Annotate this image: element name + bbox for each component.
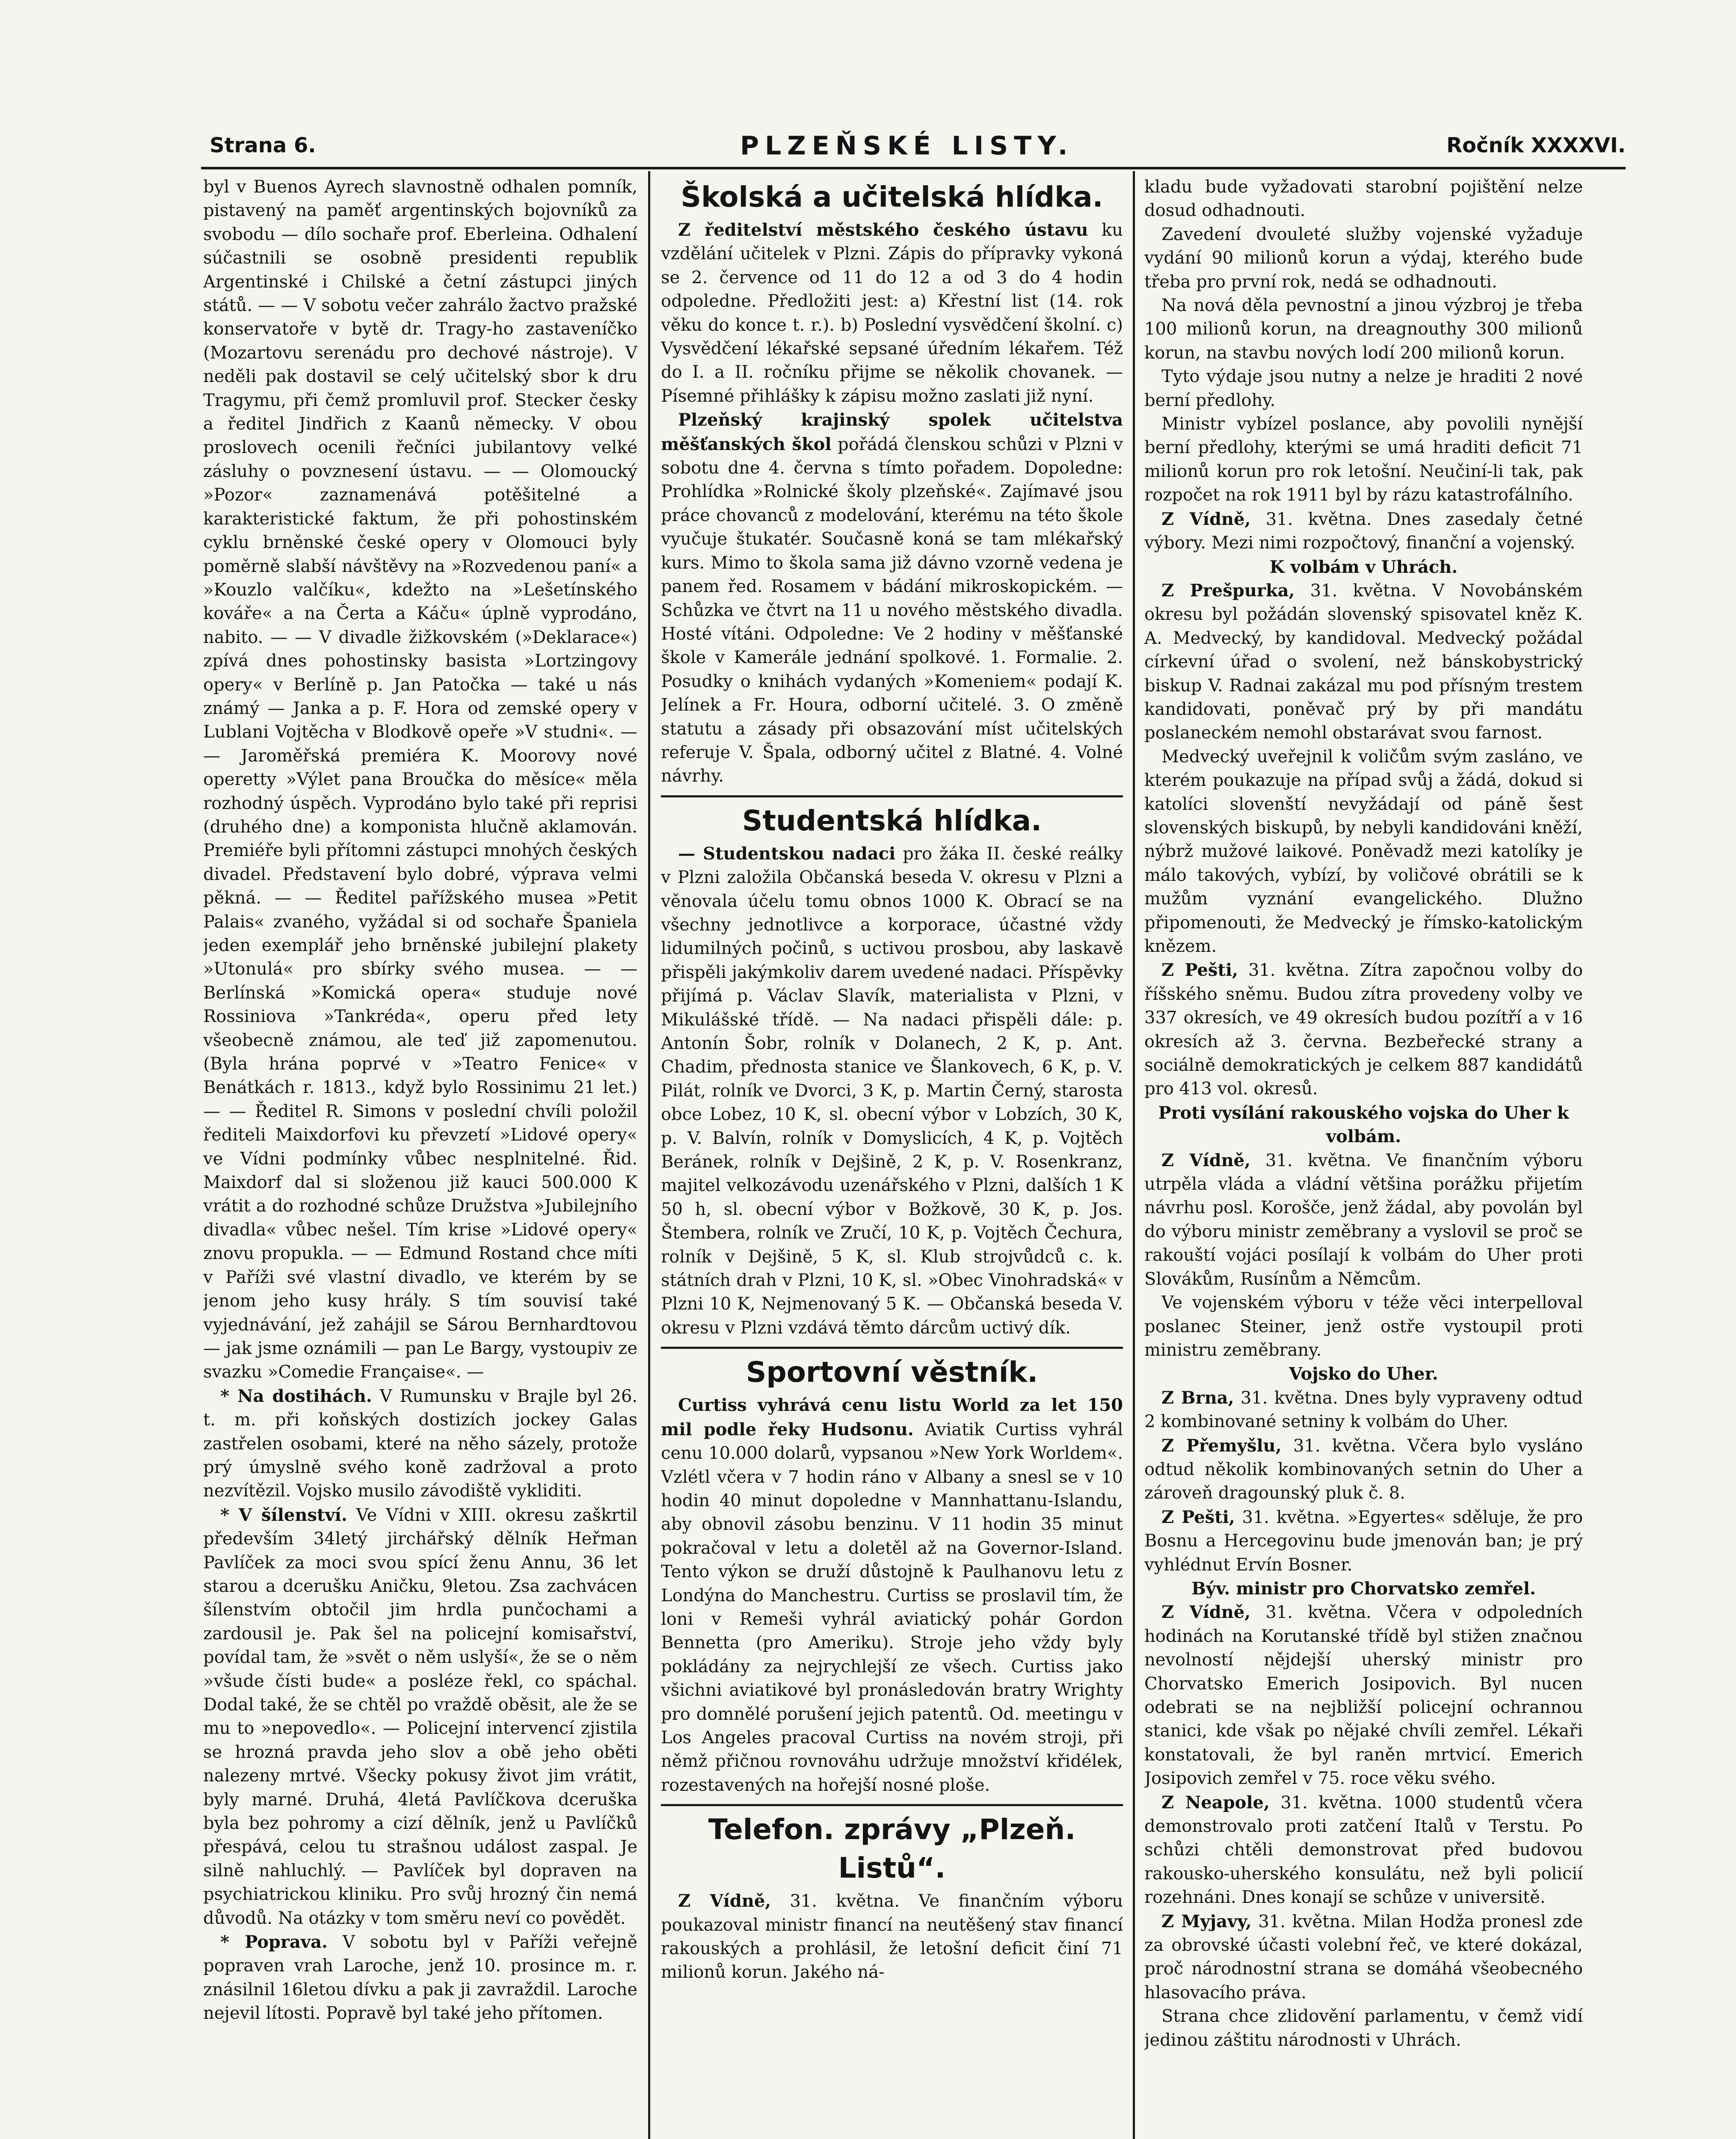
item-heading: — Studentskou nadaci	[678, 843, 896, 864]
item-text: V Rumunsku v Brajle byl 26. t. m. při koňských dostizích jockey Galas zastřelen osobami, které na něho sázely, protože prý úmyslně svého koně zadržoval a proto nezvítězil. Vojsko musilo závodiště vykliditi.	[203, 1386, 637, 1501]
item-text: 31. května. Dnes byly vypraveny odtud 2 kombinované setniny k volbám do Uher.	[1144, 1388, 1583, 1432]
item-text: 31. května. 1000 studentů včera demonstrovalo proti zatčení Italů v Terstu. Po schůzi chtěli demonstrovat před budovou rakousko-uherského konsulátu, než byli policií rozehnáni. Dnes konají se schůze v universitě.	[1144, 1792, 1583, 1908]
item-text: 31. května. Milan Hodža pronesl zde za obrovské účasti volební řeč, ve které dokázal, proč národnostní strana se domáhá všeobecného hlasovacího práva.	[1144, 1911, 1583, 2003]
item-heading: Z Pešti,	[1161, 960, 1238, 981]
section-heading: Školská a učitelská hlídka.	[681, 181, 1103, 213]
news-item: Tyto výdaje jsou nutny a nelze je hraditi 2 nové berní předlohy.	[1144, 367, 1583, 410]
subheading: Vojsko do Uher.	[1289, 1364, 1438, 1384]
item-heading: * Na dostihách.	[220, 1386, 372, 1406]
item-heading: Z Vídně,	[1161, 1602, 1251, 1623]
item-heading: Z Myjavy,	[1161, 1911, 1252, 1932]
page-number: Strana 6.	[210, 133, 316, 157]
section-rule	[661, 1347, 1123, 1349]
news-item	[203, 1503, 637, 1930]
news-item	[661, 408, 1123, 788]
item-heading: Z Pešti,	[1161, 1507, 1235, 1527]
section-heading: Sportovní věstník.	[746, 1356, 1038, 1389]
item-text: 31. května. Dnes zasedaly četné výbory. Mezi nimi rozpočtový, finanční a vojenský.	[1144, 509, 1583, 553]
news-item	[1144, 1434, 1583, 1505]
news-item	[1144, 1386, 1583, 1434]
news-item	[1144, 1600, 1583, 1790]
news-item	[1144, 1791, 1583, 1910]
column-divider	[648, 171, 650, 2139]
news-item: Ve vojenském výboru v téže věci interpelloval poslanec Steiner, jenž ostře vystoupil proti ministru zeměbrany.	[1144, 1293, 1583, 1360]
subheading: Proti vysílání rakouského vojska do Uher k volbám.	[1158, 1102, 1569, 1147]
item-text: 31. května. Včera v odpoledních hodinách na Korutanské třídě byl stižen značnou nevolností nějdejší uherský ministr pro Chorvatsko Emerich Josipovich. Byl nucen odebrati se na nejbližší policejní ochrannou stanici, kde však po nějaké chvíli zemřel. Lékaři konstatovali, že byl raněn mrtvicí. Emerich Josipovich zemřel v 75. roce věku svého.	[1144, 1603, 1583, 1789]
item-heading: Z ředitelství městského českého ústavu	[678, 220, 1088, 240]
culture-news: byl v Buenos Ayrech slavnostně odhalen pomník, pistavený na paměť argentinských bojovníků za svobodu — dílo sochaře prof. Eberleina. Odhalení súčastnili se osobně presidenti republik Argentinské i Chilské a četní zástupci jiných států. — — V sobotu večer zahrálo žactvo pražské konservatoře v bytě dr. Tragy-ho zastaveníčko (Mozartovu serenádu pro dechové nástroje). V neděli pak dostavil se celý učitelský sbor k dru Tragymu, při čemž promluvil prof. Stecker česky a ředitel Jindřich z Kaanů německy. V obou proslovech ocenili řečníci jubilantovy velké zásluhy o povznesení ústavu. — — Olomoucký »Pozor« zaznamenává potěšitelné a karakteristické faktum, že při pohostinském cyklu brněnské české opery v Olomouci byly poměrně slabší návštěvy na »Rozvedenou paní« a »Kouzlo valčíku«, kdežto na »Lešetínského kováře« a na Čerta a Káču« úplně vyprodáno, nabito. — — V divadle žižkovském (»Deklarace«) zpívá dnes pohostinsky basista »Lortzingovy opery« v Berlíně p. Jan Patočka — také u nás známý — Janka a p. F. Hora od zemské opery v Lublani Vojtěcha v Blodkově opeře »V studni«. — — Jaroměřská premiéra K. Moorovy nové operetty »Výlet pana Broučka do měsíce« měla rozhodný úspěch. Vyprodáno bylo také při reprisi (druhého dne) a komponista hlučně aklamován. Premiéře byli přítomni zástupci mnohých českých divadel. Představení bylo dobré, výprava velmi pěkná. — — Ředitel pařížského musea »Petit Palais« zvaného, vyžádal si od sochaře Španiela jeden exemplář jeho brněnské jubilejní plakety »Utonulá« pro sbírky svého musea. — — Berlínská »Komická opera« studuje nové Rossiniova »Tankréda«, operu před lety všeobecně známou, ale teď již zapomenutou. (Byla hrána poprvé v »Teatro Fenice« v Benátkách r. 1813., když bylo Rossinimu 21 let.) — — Ředitel R. Simons v poslední chvíli položil řediteli Maixdorfovi ku převzetí »Lidové opery« ve Vídni podmínky vůbec nesplnitelné. Řid. Maixdorf dal si složenou již kauci 500.000 K vrátit a do rozhodné schůze Družstva »Jubilejního divadla« vůbec nešel. Tím krise »Lidové opery« znovu propukla. — — Edmund Rostand chce míti v Paříži své vlastní divadlo, ve kterém by se jenom jeho kusy hrály. S tím souvisí také vyjednávání, jež zahájil se Sárou Bernhardtovou — jak jsme oznámili — pan Le Bargy, vystoupiv ze svazku »Comedie Française«. —	[203, 177, 637, 1382]
item-heading: Z Přemyšlu,	[1161, 1435, 1282, 1456]
item-text: V sobotu byl v Paříži veřejně popraven vrah Laroche, jenž 10. prosince m. r. znásilnil 16letou dívku a pak ji zavraždil. Laroche nejevil lítosti. Popravě byl také jeho přítomen.	[203, 1932, 637, 2023]
news-item	[661, 1889, 1123, 1985]
item-text: 31. května. Včera bylo vysláno odtud několik kombinovaných setnin do Uher a zároveň dragounský pluk č. 8.	[1144, 1436, 1583, 1503]
item-heading: Z Neapole,	[1161, 1792, 1270, 1813]
section-rule	[661, 1804, 1123, 1806]
item-text: 31. května. »Egyertes« sděluje, že pro Bosnu a Hercegovinu bude jmenován ban; je prý vyhlédnut Ervín Bosner.	[1144, 1507, 1583, 1575]
section-heading: Telefon. zprávy „Plzeň. Listů“.	[708, 1813, 1076, 1885]
news-item	[1144, 1910, 1583, 2005]
item-text: Aviatik Curtiss vyhrál cenu 10.000 dolarů, vypsanou »New York Worldem«. Vzlétl včera v 7 hodin ráno v Albany a snesl se v 10 hodin 40 minut dopoledne v Mannhattanu-Islandu, aby obnovil zásobu benzinu. V 11 hodin 35 minut pokračoval v letu a doletěl až na Governor-Island. Tento výkon se druží důstojně k Paulhanovu letu z Londýna do Manchestru. Curtiss se proslavil tím, že loni v Remeši vyhrál aviatický pohár Gordon Bennetta (pro Ameriku). Stroje jeho vždy byly pokládány za nejrychlejší ze všech. Curtiss jako všichni aviatikové byl pronásledován bratry Wrighty pro domnělé porušení jejich patentů. Od. meetingu v Los Angeles pracoval Curtiss na novém stroji, při němž přičnou rovnováhu udržuje množství křidélek, rozestavených na hořejší nosné ploše.	[661, 1419, 1123, 1795]
news-item: Na nová děla pevnostní a jinou výzbroj je třeba 100 milionů korun, na dreagnouthy 300 milionů korun, na stavbu nových lodí 200 milionů korun.	[1144, 296, 1583, 363]
item-heading: * V šílenství.	[220, 1505, 347, 1525]
news-item	[661, 1393, 1123, 1797]
item-heading: Plzeňský krajinský spolek učitelstva měšťanských škol	[661, 410, 1123, 454]
item-text: 31. května. Ve finančním výboru poukazoval ministr financí na neutěšený stav financí rakouských a prohlásil, že letošní deficit činí 71 milionů korun. Jakého ná-	[661, 1891, 1123, 1982]
item-heading: Curtiss vyhrává cenu listu World za let 150 mil podle řeky Hudsonu.	[661, 1395, 1123, 1440]
page-header	[201, 128, 1626, 163]
item-heading: * Poprava.	[220, 1932, 328, 1952]
section-rule	[661, 795, 1123, 797]
news-item	[1144, 579, 1583, 745]
item-heading: Z Vídně,	[678, 1891, 771, 1911]
item-text: Ve Vídni v XIII. okresu zaškrtil především 34letý jirchářský dělník Heřman Pavlíček za moci svou spící ženu Annu, 36 let starou a dcerušku Aničku, 9letou. Zsa zachvácen šílenstvím obtočil jim hrdla punčochami a zardousil je. Pak šel na policejní komisařství, povídal tam, že »svět o něm uslyší«, že se o něm »všude čísti bude« a posléze řekl, co spáchal. Dodal také, že se chtěl po vraždě oběsit, ale že se mu to »nepovedlo«. — Policejní intervencí zjistila se hrozná pravda jeho slov a obě jeho oběti nalezeny mrtvé. Všecky pokusy život jim vrátit, byly marné. Druhá, 4letá Pavlíčkova dceruška byla bez pohromy a cizí dělník, jenž u Pavlíčků přespává, celou tu strašnou událost zaspal. Je silně nahluchlý. — Pavlíček byl dopraven na psychiatrickou kliniku. Pro svůj hrozný čin nemá důvodů. Na otázky v tom směru neví co povědět.	[203, 1505, 637, 1928]
news-item	[1144, 1505, 1583, 1577]
news-item	[203, 1930, 637, 2026]
news-item	[1144, 507, 1583, 555]
news-item	[203, 1384, 637, 1503]
volume-number: Ročník XXXXVI.	[1446, 133, 1626, 157]
news-item: kladu bude vyžadovati starobní pojištění nelze dosud odhadnouti.	[1144, 177, 1583, 221]
news-item	[661, 842, 1123, 1340]
item-text: pro žáka II. české reálky v Plzni založila Občanská beseda V. okresu v Plzni a věnovala účelu tomu obnos 1000 K. Obrací se na všechny jednotlivce a korporace, účastné vždy lidumilných počinů, s uctivou prosbou, aby laskavě přispěli jakýmkoliv darem uvedené nadaci. Příspěvky přijímá p. Václav Slavík, materialista v Plzni, v Mikulášské třídě. — Na nadaci přispěli dále: p. Antonín Šobr, rolník v Dolanech, 2 K, p. Ant. Chadim, přednosta stanice ve Šlankovech, 6 K, p. V. Pilát, rolník ve Dvorci, 3 K, p. Martin Černý, starosta obce Lobez, 10 K, sl. obecní výbor v Lobzích, 30 K, p. V. Balvín, rolník v Domyslicích, 4 K, p. Vojtěch Beránek, rolník v Dejšině, 2 K, p. V. Rosenkranz, majitel velkozávodu uzenářského v Plzni, dalších 1 K 50 h, sl. obecní výbor v Božkově, 30 K, p. Jos. Štembera, rolník ve Zručí, 10 K, p. Vojtěch Čechura, rolník v Dejšině, 5 K, sl. Klub strojvůdců c. k. státních drah v Plzni, 10 K, sl. »Obec Vinohradská« v Plzni 10 K, Nejmenovaný 5 K. — Občanská beseda V. okresu v Plzni vzdává těmto dárcům uctivý dík.	[661, 844, 1123, 1338]
subheading: Býv. ministr pro Chorvatsko zemřel.	[1191, 1578, 1536, 1599]
column-right	[1144, 175, 1583, 2139]
item-text: ku vzdělání učitelek v Plzni. Zápis do přípravky vykoná se 2. července od 11 do 12 a od 3 do 4 hodin odpoledne. Předložiti jest: a) Křestní list (14. rok věku do konce t. r.). b) Poslední vysvědčení školní. c) Vysvědčení lékařské sepsané úředním lékařem. Též do I. a II. ročníku přijme se několik chovanek. — Písemné přihlášky k zápisu možno zaslati již nyní.	[661, 220, 1123, 406]
news-item	[1144, 1149, 1583, 1291]
item-text: 31. května. Zítra započnou volby do říšského sněmu. Budou zítra provedeny volby ve 337 okresích, ve 49 okresích budou pozítří a v 16 okresích až 3. června. Bezbeřecké strany a sociálně demokratických je celkem 887 kandidátů pro 413 vol. okresů.	[1144, 960, 1583, 1099]
news-item: Ministr vybízel poslance, aby povolili nynější berní předlohy, kterými se umá hraditi deficit 71 milionů korun pro rok letošní. Neučiní-li tak, pak rozpočet na rok 1911 byl by rázu katastrofálního.	[1144, 414, 1583, 505]
column-middle	[661, 175, 1123, 2139]
header-rule	[201, 167, 1626, 169]
item-text: pořádá členskou schůzi v Plzni v sobotu dne 4. června s tímto pořadem. Dopoledne: Prohlídka »Rolnické školy plzeňské«. Zajímavé jsou práce chovanců z modelování, kterému na této škole vyučuje štukatér. Současně koná se tam mlékařský kurs. Mimo to škola sama již dávno vzorně vedena je panem řed. Rosamem v bádání mikroskopickém. — Schůzka ve čtvrt na 11 u nového městského divadla. Hosté vítáni. Odpoledne: Ve 2 hodiny v měšťanské škole v Kamerále jednání spolkové. 1. Formalie. 2. Posudky o knihách vydaných »Komeniem« podají K. Jelínek a Fr. Houra, odborní učitelé. 3. O změně statutu a zásady při obsazování míst učitelských referuje V. Špala, odborný učitel z Blatné. 4. Volné návrhy.	[661, 434, 1123, 786]
column-left	[203, 175, 637, 2139]
item-heading: Z Brna,	[1161, 1387, 1234, 1408]
item-heading: Z Prešpurka,	[1161, 580, 1295, 601]
masthead-title: PLZEŇSKÉ LISTY.	[740, 131, 1074, 161]
item-text: 31. května. V Novobánském okresu byl požádán slovenský spisovatel kněz K. A. Medvecký, by kandidoval. Medvecký požádal církevní úřad o svolení, než bánskobystrický biskup V. Radnai zakázal mu pod přísným trestem kandidovati, poněvač prý by při mandátu poslaneckém nemohl obstarávat svou farnost.	[1144, 581, 1583, 743]
item-heading: Z Vídně,	[1161, 509, 1251, 529]
news-item: Medvecký uveřejnil k voličům svým zasláno, ve kterém poukazuje na případ svůj a žádá, dokud si katolíci slovenští nevyžádají od páně šest slovenských biskupů, by nebyli kandidováni kněží, nýbrž mužové laikové. Poněvadž mezi katolíky je málo takových, vybízí, by voličové obrátili se k mužům vyznání evangelického. Dlužno připomenouti, že Medvecký je římsko-katolickým knězem.	[1144, 747, 1583, 956]
news-item	[1144, 958, 1583, 1101]
subheading: K volbám v Uhrách.	[1269, 557, 1458, 577]
item-heading: Z Vídně,	[1161, 1150, 1251, 1170]
column-divider	[1133, 171, 1135, 2139]
section-heading: Studentská hlídka.	[742, 804, 1042, 837]
news-item	[661, 218, 1123, 408]
news-item: Zavedení dvouleté služby vojenské vyžaduje vydání 90 milionů korun a výdaj, kterého bude třeba pro první rok, nedá se odhadnouti.	[1144, 224, 1583, 292]
news-item: Strana chce zlidovění parlamentu, v čemž vidí jedinou záštitu národnosti v Uhrách.	[1144, 2006, 1583, 2050]
item-text: 31. května. Ve finančním výboru utrpěla vláda a vládní většina porážku přijetím návrhu posl. Korošče, jenž žádal, aby povolán byl do výboru ministr zeměbrany a vyslovil se proč se rakouští vojáci posílají k volbám do Uher proti Slovákům, Rusínům a Němcům.	[1144, 1150, 1583, 1289]
